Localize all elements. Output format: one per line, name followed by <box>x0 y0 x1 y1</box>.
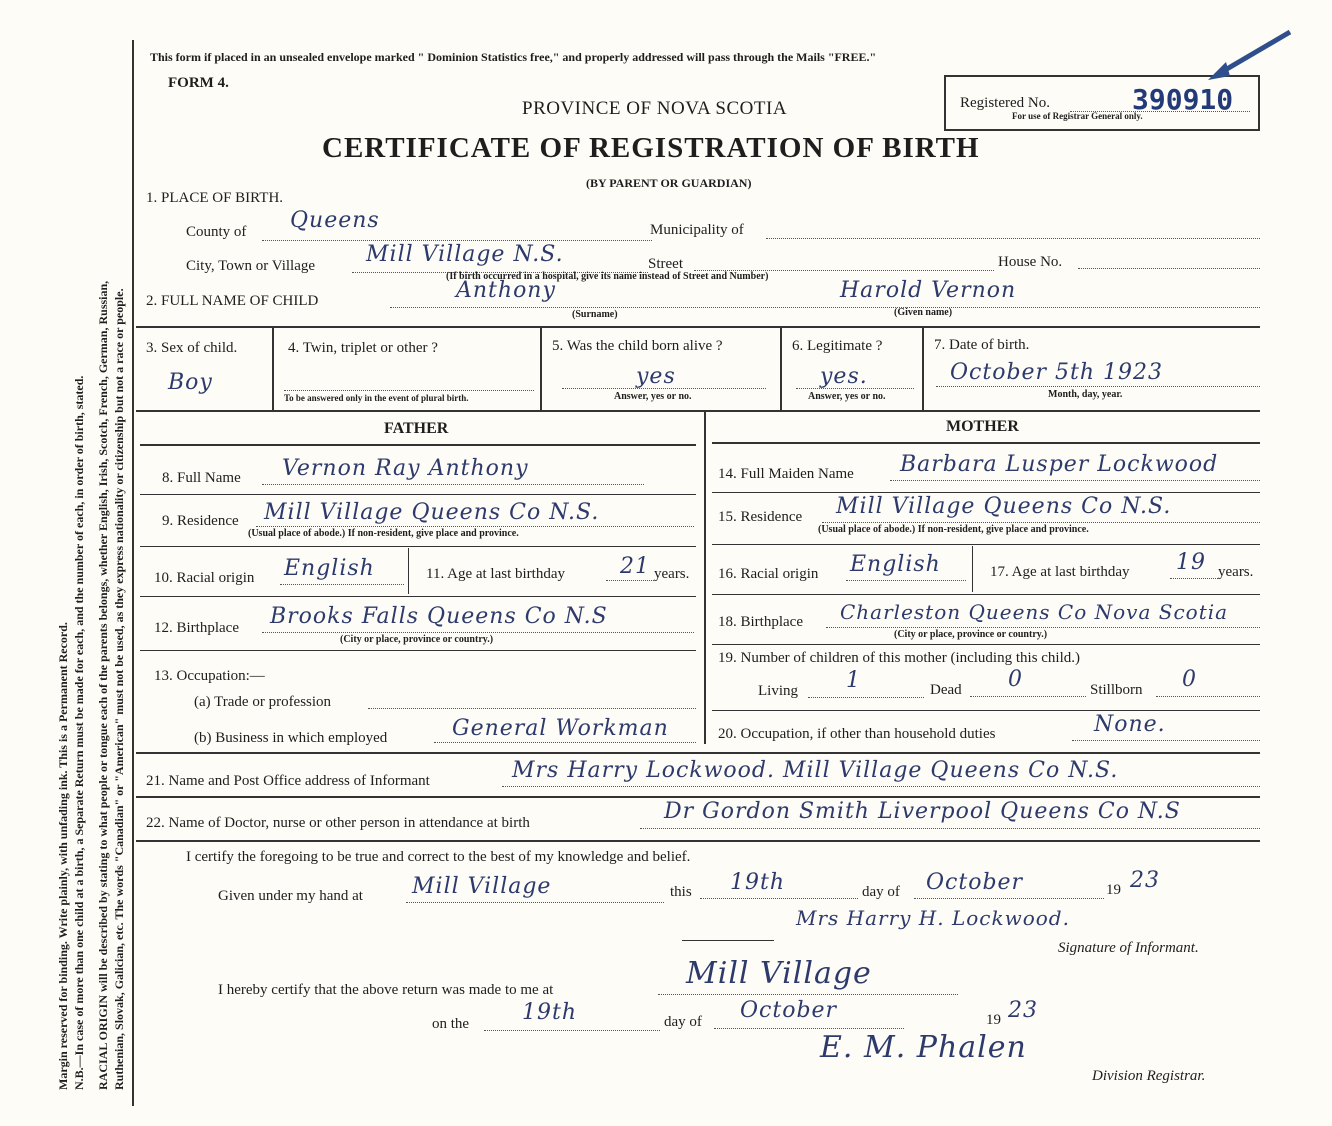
side-note-4: Ruthenian, Slovak, Galician, etc. The words "Canadian" or "American" must not be used, as they express nationality or citizenship but not a race or people. <box>112 288 126 1090</box>
mother-name-label: 14. Full Maiden Name <box>718 466 854 482</box>
mother-residence-note: (Usual place of abode.) If non-resident, give place and province. <box>818 524 1089 535</box>
this-day-value: 19th <box>730 870 786 895</box>
dob-value: October 5th 1923 <box>950 360 1164 385</box>
twin-label: 4. Twin, triplet or other ? <box>288 340 438 356</box>
doctor-label: 22. Name of Doctor, nurse or other person in attendance at birth <box>146 815 530 831</box>
month-value: October <box>926 870 1024 895</box>
registrar-month-value: October <box>740 998 838 1023</box>
informant-signature-caption: Signature of Informant. <box>1058 940 1199 956</box>
father-birthplace-value: Brooks Falls Queens Co N.S <box>270 604 608 629</box>
hospital-note: (If birth occurred in a hospital, give its name instead of Street and Number) <box>446 271 769 282</box>
county-value: Queens <box>290 208 380 233</box>
mother-race-label: 16. Racial origin <box>718 566 819 582</box>
municipality-label: Municipality of <box>650 222 744 238</box>
father-birthplace-note: (City or place, province or country.) <box>340 634 494 645</box>
child-name-label: 2. FULL NAME OF CHILD <box>146 293 319 309</box>
mother-years: years. <box>1218 564 1254 580</box>
father-race-label: 10. Racial origin <box>154 570 255 586</box>
child-surname-value: Anthony <box>456 278 556 303</box>
trade-label: (a) Trade or profession <box>194 694 332 710</box>
stillborn-label: Stillborn <box>1090 682 1143 698</box>
registration-box <box>944 75 1260 131</box>
legitimate-note: Answer, yes or no. <box>808 391 886 402</box>
doctor-value: Dr Gordon Smith Liverpool Queens Co N.S <box>664 799 1181 824</box>
this-label: this <box>670 884 692 900</box>
ink-arrow-mark <box>1200 28 1295 83</box>
father-years: years. <box>654 566 690 582</box>
father-name-value: Vernon Ray Anthony <box>282 456 529 481</box>
registrar-day-value: 19th <box>522 1000 578 1025</box>
mail-notice: This form if placed in an unsealed envelope marked " Dominion Statistics free," and properly addressed will pass through the Mails "FREE." <box>150 50 877 64</box>
form-number: FORM 4. <box>168 75 229 91</box>
sex-value: Boy <box>168 370 213 395</box>
certify-statement: I certify the foregoing to be true and correct to the best of my knowledge and belief. <box>186 849 691 865</box>
mother-name-value: Barbara Lusper Lockwood <box>900 452 1219 477</box>
mother-birthplace-note: (City or place, province or country.) <box>894 629 1048 640</box>
father-race-value: English <box>284 556 375 581</box>
city-value: Mill Village N.S. <box>366 242 564 267</box>
registrar-day-of-label: day of <box>664 1014 702 1030</box>
registrar-year-value: 23 <box>1008 998 1038 1023</box>
side-note-1: Margin reserved for binding. Write plainly, with unfading ink. This is a Permanent Record. <box>56 622 70 1090</box>
mother-age-value: 19 <box>1176 550 1206 575</box>
father-name-label: 8. Full Name <box>162 470 241 486</box>
side-notes <box>0 0 140 1126</box>
mother-birthplace-label: 18. Birthplace <box>718 614 803 630</box>
house-label: House No. <box>998 254 1063 270</box>
father-occupation-label: 13. Occupation:— <box>154 668 265 684</box>
dob-label: 7. Date of birth. <box>934 337 1030 353</box>
sex-label: 3. Sex of child. <box>146 340 238 356</box>
day-of-label: day of <box>862 884 900 900</box>
alive-note: Answer, yes or no. <box>614 391 692 402</box>
registrar-caption: Division Registrar. <box>1092 1068 1206 1084</box>
place-heading: 1. PLACE OF BIRTH. <box>146 190 284 206</box>
mother-occupation-label: 20. Occupation, if other than household duties <box>718 726 996 742</box>
informant-label: 21. Name and Post Office address of Informant <box>146 773 430 789</box>
registrar-statement: I hereby certify that the above return was made to me at <box>218 982 554 998</box>
dead-label: Dead <box>930 682 962 698</box>
city-label: City, Town or Village <box>186 258 316 274</box>
alive-label: 5. Was the child born alive ? <box>552 338 723 354</box>
father-birthplace-label: 12. Birthplace <box>154 620 239 636</box>
alive-value: yes <box>636 364 676 389</box>
mother-residence-value: Mill Village Queens Co N.S. <box>836 494 1172 519</box>
mother-age-label: 17. Age at last birthday <box>990 564 1130 580</box>
on-the-label: on the <box>432 1016 470 1032</box>
reg-note: For use of Registrar General only. <box>1012 111 1143 121</box>
father-age-value: 21 <box>620 554 650 579</box>
legitimate-value: yes. <box>820 364 868 389</box>
children-count-label: 19. Number of children of this mother (including this child.) <box>718 650 1081 666</box>
mother-birthplace-value: Charleston Queens Co Nova Scotia <box>840 600 1229 624</box>
father-residence-value: Mill Village Queens Co N.S. <box>264 500 600 525</box>
registrar-place-value: Mill Village <box>686 956 872 991</box>
year-prefix: 19 <box>1106 882 1121 898</box>
informant-signature: Mrs Harry H. Lockwood. <box>796 906 1070 930</box>
year-value: 23 <box>1130 868 1160 893</box>
mother-heading: MOTHER <box>946 418 1019 435</box>
subtitle: (BY PARENT OR GUARDIAN) <box>586 176 752 190</box>
father-heading: FATHER <box>384 420 449 437</box>
dob-note: Month, day, year. <box>1048 389 1123 400</box>
twin-note: To be answered only in the event of plural birth. <box>284 393 469 403</box>
living-label: Living <box>758 683 798 699</box>
informant-value: Mrs Harry Lockwood. Mill Village Queens Co N.S. <box>512 758 1119 783</box>
father-age-label: 11. Age at last birthday <box>426 566 565 582</box>
business-value: General Workman <box>452 716 669 741</box>
page-title: CERTIFICATE OF REGISTRATION OF BIRTH <box>322 132 980 164</box>
given-caption: (Given name) <box>894 307 953 318</box>
child-given-value: Harold Vernon <box>840 278 1017 303</box>
stillborn-value: 0 <box>1182 667 1197 692</box>
legitimate-label: 6. Legitimate ? <box>792 338 883 354</box>
mother-occupation-value: None. <box>1094 712 1166 737</box>
street-label: Street <box>648 256 683 272</box>
father-residence-note: (Usual place of abode.) If non-resident, give place and province. <box>248 528 519 539</box>
province-title: PROVINCE OF NOVA SCOTIA <box>522 98 788 119</box>
reg-label: Registered No. <box>960 95 1050 111</box>
side-note-2: N.B.—In case of more than one child at a birth, a Separate Return must be made for each, and the number of each, in order of birth, stated. <box>72 375 86 1090</box>
given-label: Given under my hand at <box>218 888 363 904</box>
side-note-3: RACIAL ORIGIN will be described by stating to what people or tongue each of the parents belongs, whether English, Irish, Scotch, French, German, Russian, <box>96 280 110 1090</box>
registrar-signature: E. M. Phalen <box>820 1030 1027 1065</box>
reg-number: 390910 <box>1132 83 1234 116</box>
mother-race-value: English <box>850 552 941 577</box>
business-label: (b) Business in which employed <box>194 730 388 746</box>
registrar-year-prefix: 19 <box>986 1012 1001 1028</box>
surname-caption: (Surname) <box>572 309 618 320</box>
mother-residence-label: 15. Residence <box>718 509 803 525</box>
given-place-value: Mill Village <box>412 874 552 899</box>
father-residence-label: 9. Residence <box>162 513 239 529</box>
living-value: 1 <box>846 668 861 693</box>
dead-value: 0 <box>1008 667 1023 692</box>
county-label: County of <box>186 224 247 240</box>
